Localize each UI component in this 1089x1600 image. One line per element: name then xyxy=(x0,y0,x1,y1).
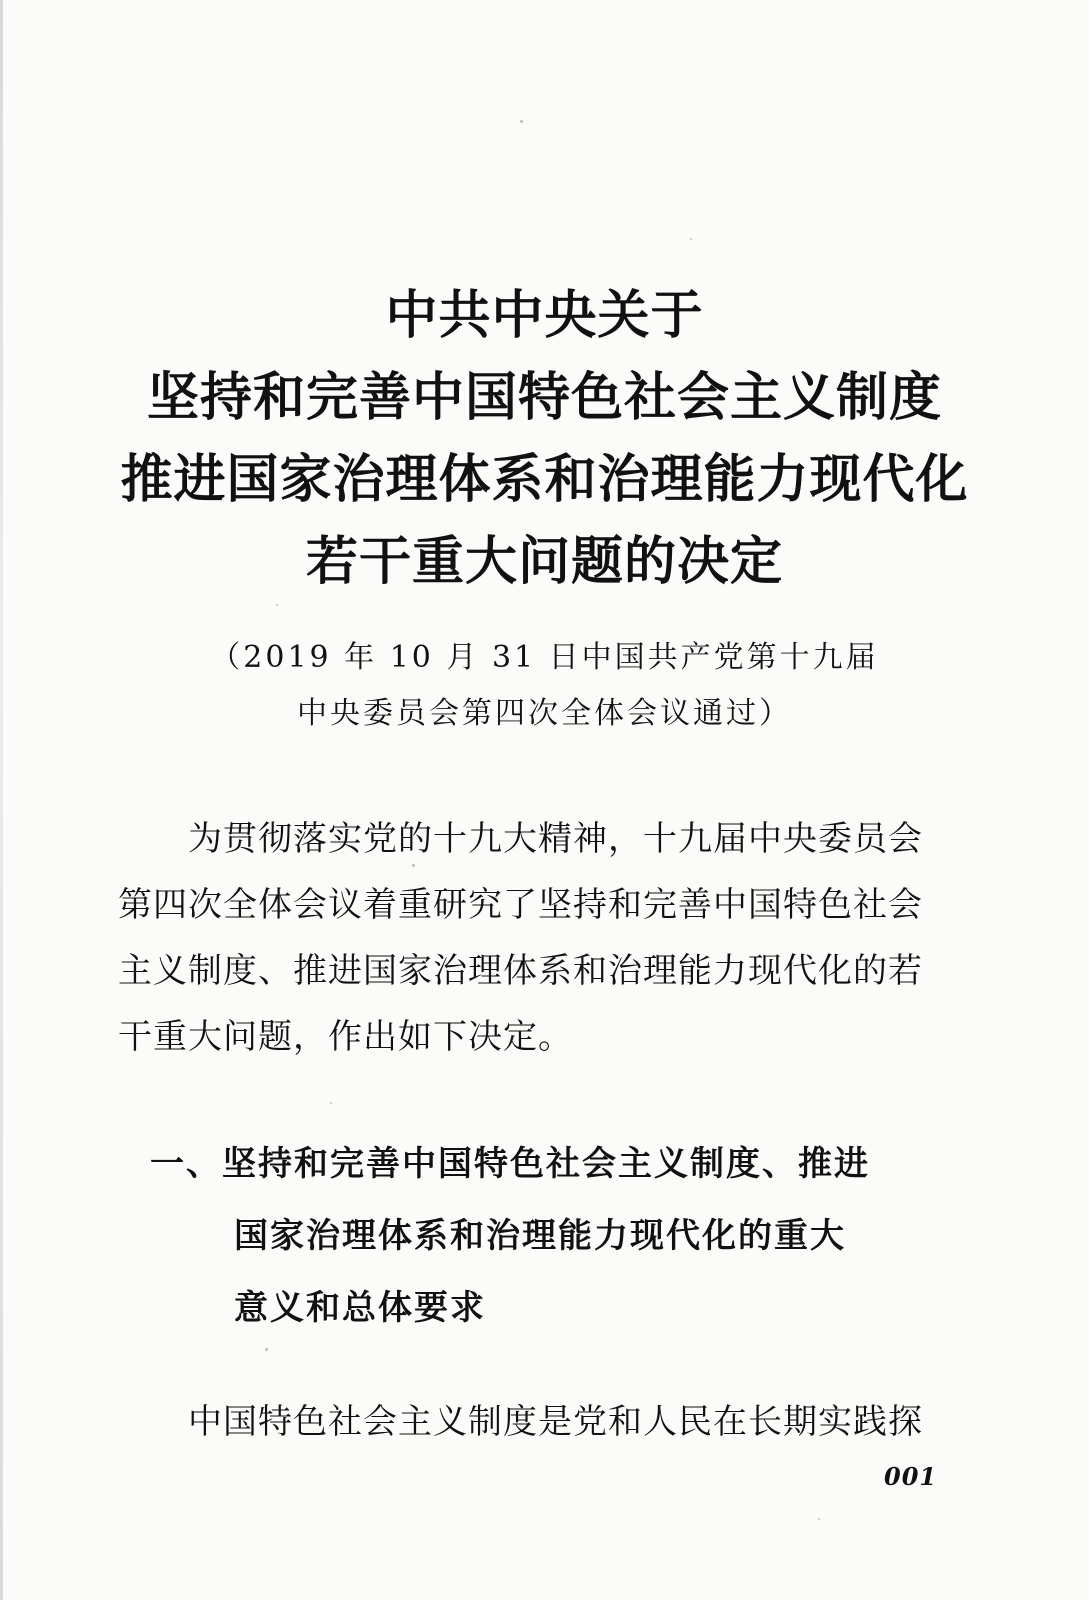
body-paragraph: 中国特色社会主义制度是党和人民在长期实践探 xyxy=(188,1402,923,1442)
document-subtitle xyxy=(0,630,1089,742)
subtitle-line-1: （2019 年 10 月 31 日中国共产党第十九届 xyxy=(210,640,879,675)
section-heading-line-3: 意义和总体要求 xyxy=(234,1288,486,1328)
scan-speck xyxy=(818,1518,820,1520)
title-line-4: 若干重大问题的决定 xyxy=(305,532,783,592)
scan-speck xyxy=(690,238,692,240)
intro-paragraph xyxy=(118,806,942,1070)
section-heading-line-1: 一、坚持和完善中国特色社会主义制度、推进 xyxy=(150,1144,870,1184)
section-heading xyxy=(150,1128,930,1344)
intro-line-4: 干重大问题，作出如下决定。 xyxy=(118,1017,573,1057)
intro-line-2: 第四次全体会议着重研究了坚持和完善中国特色社会 xyxy=(118,885,923,925)
title-line-2: 坚持和完善中国特色社会主义制度 xyxy=(146,368,942,428)
scan-speck xyxy=(265,1348,268,1351)
intro-line-1: 为贯彻落实党的十九大精神，十九届中央委员会 xyxy=(188,819,923,859)
scan-speck xyxy=(520,120,523,123)
scan-edge-shadow xyxy=(0,0,3,1600)
subtitle-line-2: 中央委员会第四次全体会议通过） xyxy=(297,696,792,731)
page-number: 001 xyxy=(884,1462,938,1491)
scan-speck xyxy=(330,1102,332,1104)
document-title xyxy=(0,275,1089,603)
title-line-1: 中共中央关于 xyxy=(385,286,704,346)
section-heading-line-2: 国家治理体系和治理能力现代化的重大 xyxy=(234,1216,846,1256)
intro-line-3: 主义制度、推进国家治理体系和治理能力现代化的若 xyxy=(118,951,923,991)
scan-speck xyxy=(276,604,278,606)
title-line-3: 推进国家治理体系和治理能力现代化 xyxy=(120,450,969,510)
